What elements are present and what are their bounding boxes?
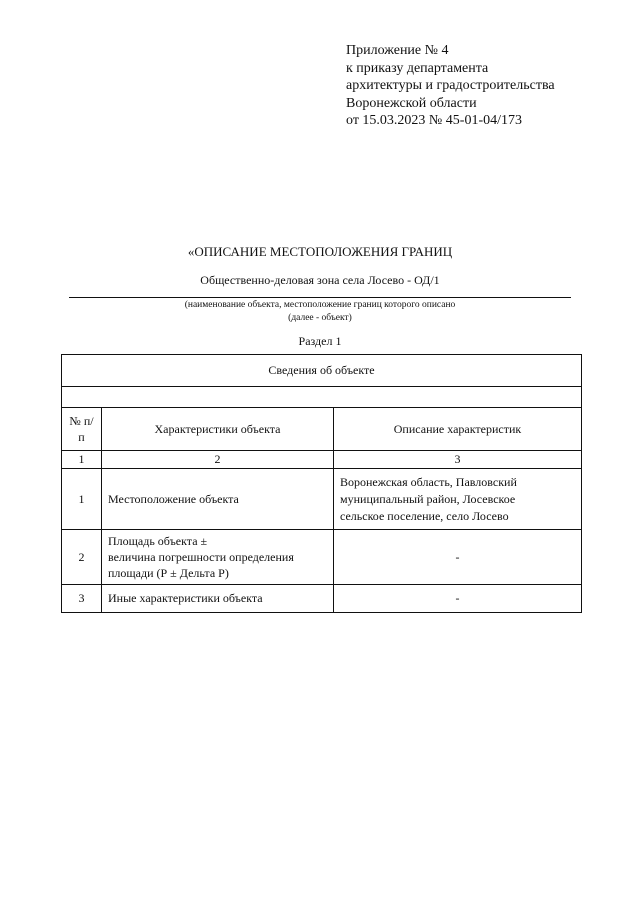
description-line: Воронежская область, Павловский — [340, 474, 517, 489]
characteristic-line: величина погрешности определения — [108, 550, 294, 564]
row-number: 3 — [62, 585, 102, 613]
appendix-line: от 15.03.2023 № 45-01-04/173 — [346, 113, 523, 128]
table-column-header-row — [62, 408, 582, 451]
object-info-table — [61, 354, 582, 613]
column-header-num: № п/п — [62, 408, 102, 451]
description-line: муниципальный район, Лосевское — [340, 491, 516, 506]
note-line: (далее - объект) — [288, 313, 352, 323]
row-characteristic: Иные характеристики объекта — [102, 585, 334, 613]
table-blank-row — [62, 387, 582, 408]
table-row — [62, 585, 582, 613]
characteristic-line: площади (Р ± Дельта Р) — [108, 566, 229, 580]
column-number: 1 — [62, 451, 102, 469]
column-header-characteristic: Характеристики объекта — [102, 408, 334, 451]
table-column-number-row — [62, 451, 582, 469]
object-name-note — [0, 299, 640, 325]
table-heading: Сведения об объекте — [62, 355, 582, 387]
appendix-line: Приложение № 4 — [346, 43, 449, 58]
appendix-line: к приказу департамента — [346, 60, 489, 76]
row-description — [334, 469, 582, 530]
table-row — [62, 469, 582, 530]
object-name: Общественно-деловая зона села Лосево - ОД/1 — [200, 273, 440, 287]
underline-divider — [69, 297, 571, 298]
row-description: - — [334, 585, 582, 613]
column-header-description: Описание характеристик — [334, 408, 582, 451]
section-label: Раздел 1 — [298, 334, 342, 348]
table-heading-row — [62, 355, 582, 387]
appendix-block — [346, 42, 555, 130]
row-description: - — [334, 530, 582, 585]
description-line: сельское поселение, село Лосево — [340, 508, 509, 523]
appendix-line: архитектуры и градостроительства — [346, 78, 555, 93]
row-characteristic — [102, 530, 334, 585]
row-characteristic: Местоположение объекта — [102, 469, 334, 530]
table-blank-cell — [62, 387, 582, 408]
table-row — [62, 530, 582, 585]
row-number: 2 — [62, 530, 102, 585]
document-title: «ОПИСАНИЕ МЕСТОПОЛОЖЕНИЯ ГРАНИЦ — [187, 244, 453, 259]
row-number: 1 — [62, 469, 102, 530]
column-number: 3 — [334, 451, 582, 469]
column-number: 2 — [102, 451, 334, 469]
appendix-line: Воронежской области — [346, 95, 477, 111]
characteristic-line: Площадь объекта ± — [108, 534, 208, 548]
note-line: (наименование объекта, местоположение границ которого описано — [184, 300, 456, 310]
